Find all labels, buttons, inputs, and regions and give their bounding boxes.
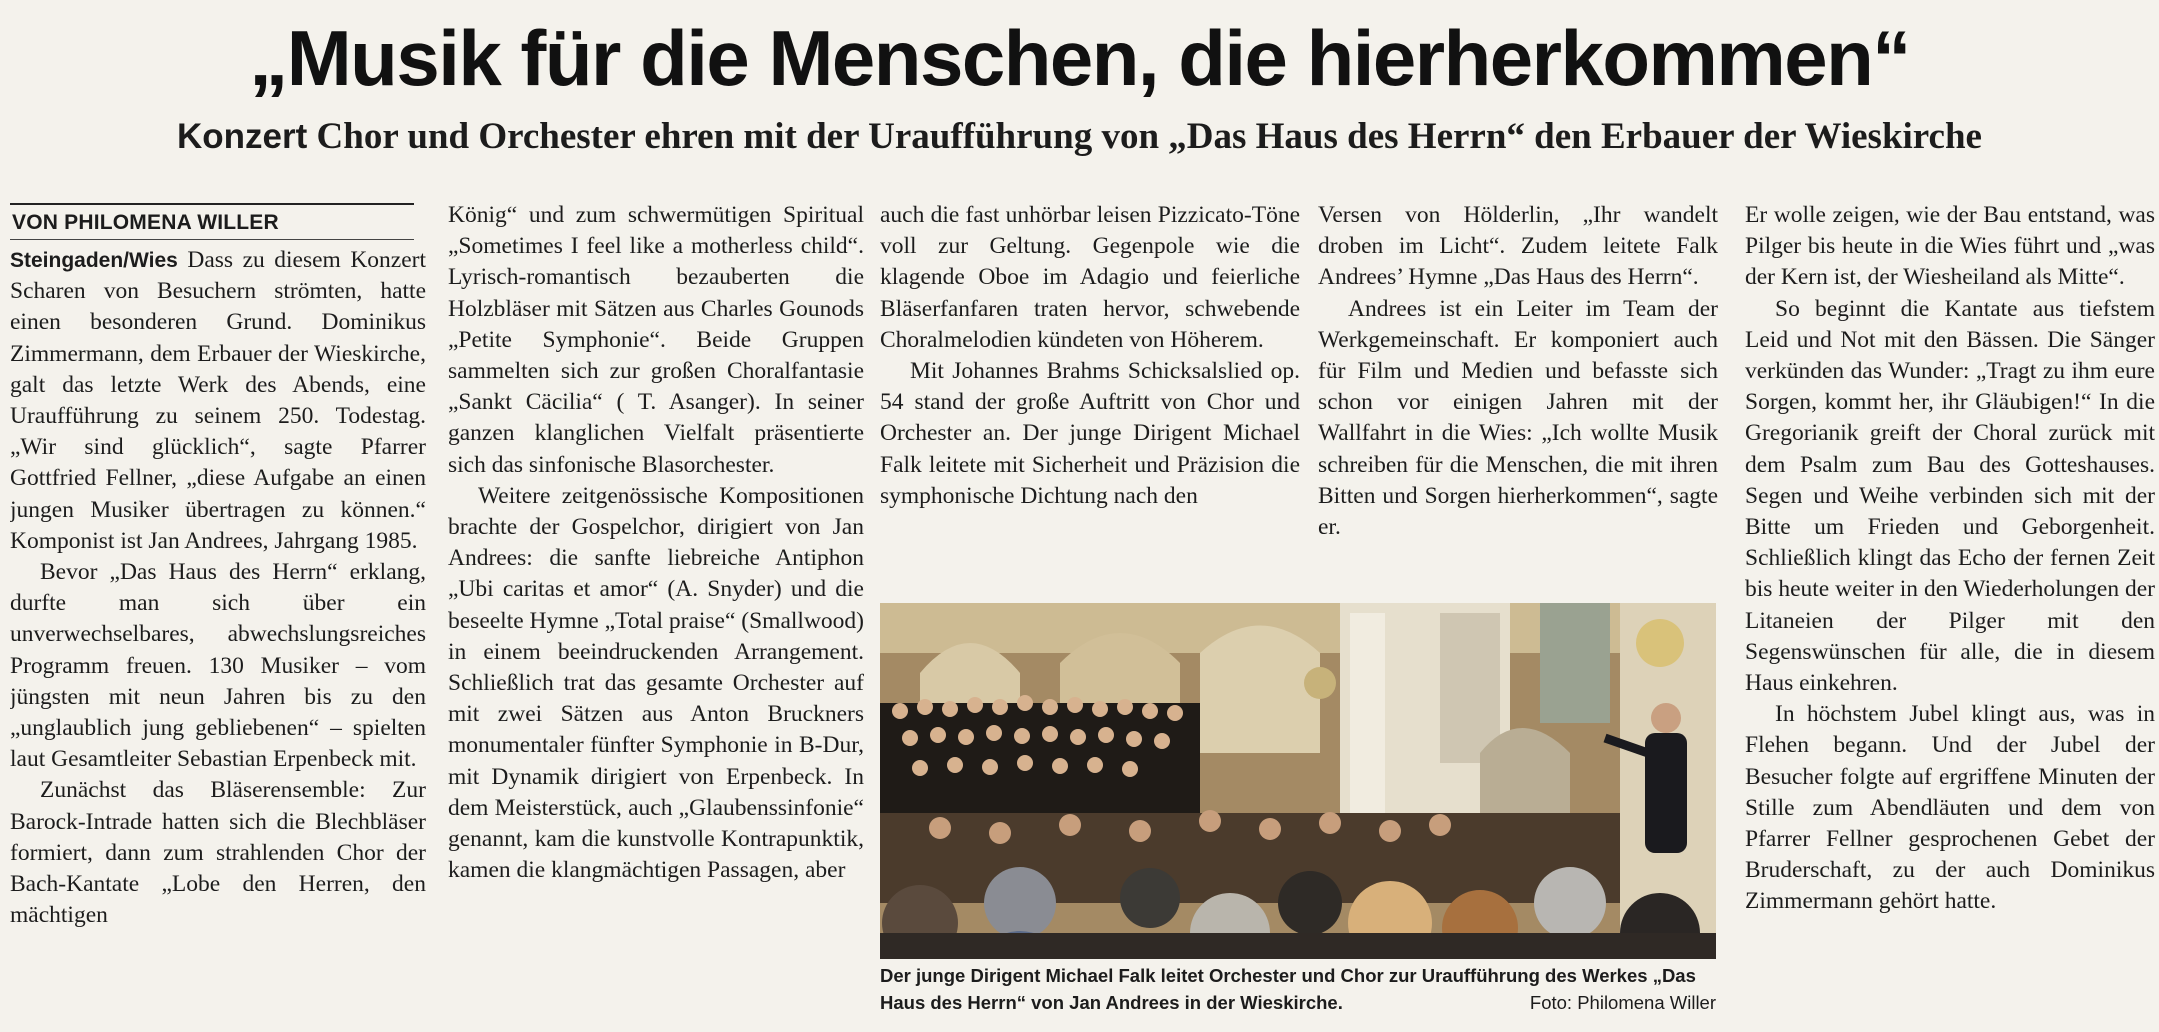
- paragraph-text: Andrees ist ein Leiter im Team der Werkgemeinschaft. Er komponiert auch für Film und Medien und befasste sich schon vor einigen Jahren mit der Wallfahrt in die Wies: „Ich wollte Musik schreiben für die Menschen, die mit ihren Bitten und Sorgen hierherkommen“, sagte er.: [1318, 295, 1718, 541]
- concert-photo-illustration: [880, 603, 1716, 959]
- paragraph: [1745, 699, 2155, 917]
- article-column-1: [10, 245, 426, 1030]
- paragraph: [448, 481, 864, 887]
- byline: VON PHILOMENA WILLER: [10, 203, 414, 240]
- paragraph-text: Bevor „Das Haus des Herrn“ erklang, durfte man sich über ein unverwechselbares, abwechslungsreiches Programm freuen. 130 Musiker – vom jüngsten mit neun Jahren bis zu den „unglaublich jung gebliebenen“ – spielten laut Gesamtleiter Sebastian Erpenbeck mit.: [10, 559, 426, 773]
- paragraph-text: Weitere zeitgenössische Kompositionen brachte der Gospelchor, dirigiert von Jan Andrees: die sanfte liebreiche Antiphon „Ubi caritas et amor“ (A. Snyder) und die beseelte Hymne „Total praise“ (Smallwood) in einem beeindruckenden Arrangement. Schließlich trat das gesamte Orchester auf mit zwei Sätzen aus Anton Bruckners monumentaler fünfter Symphonie in B-Dur, mit Dynamik dirigiert von Erpenbeck. In dem Meisterstück, auch „Glaubenssinfonie“ genannt, kam die kunstvolle Kontrapunktik, kamen die klangmächtigen Passagen, aber: [448, 482, 864, 884]
- article-column-3: [880, 200, 1300, 570]
- photo-credit: Foto: Philomena Willer: [1529, 992, 1716, 1013]
- article-column-5: [1745, 200, 2155, 1030]
- paragraph: [448, 200, 864, 481]
- paragraph: [1318, 294, 1718, 544]
- concert-photo: [880, 603, 1716, 959]
- paragraph-text: Dass zu diesem Konzert Scharen von Besuchern strömten, hatte einen besonderen Grund. Dominikus Zimmermann, dem Erbauer der Wieskirche, galt das letzte Werk des Abends, eine Uraufführung zu seinem 250. Todestag. „Wir sind glücklich“, sagte Pfarrer Gottfried Fellner, „diese Aufgabe an einen jungen Musiker übertragen zu können.“ Komponist ist Jan Andrees, Jahrgang 1985.: [10, 247, 426, 554]
- paragraph: [10, 557, 426, 775]
- paragraph: [880, 200, 1300, 356]
- dateline: Steingaden/Wies: [10, 249, 178, 272]
- paragraph: [10, 775, 426, 931]
- paragraph-text: Versen von Hölderlin, „Ihr wandelt droben im Licht“. Zudem leitete Falk Andrees’ Hymne „Das Haus des Herrn“.: [1318, 202, 1718, 291]
- paragraph-text: Er wolle zeigen, wie der Bau entstand, was Pilger bis heute in die Wies führt und „was der Kern ist, der Wiesheiland als Mitte“.: [1745, 202, 2155, 291]
- headline: „Musik für die Menschen, die hierherkommen“: [249, 14, 1910, 102]
- paragraph: [880, 356, 1300, 512]
- article-column-2: [448, 200, 864, 1030]
- caption-text: Der junge Dirigent Michael Falk leitet Orchester und Chor zur Uraufführung des Werkes „Das Haus des Herrn“ von Jan Andrees in der Wieskirche.: [880, 965, 1696, 1013]
- paragraph-text: In höchstem Jubel klingt aus, was in Flehen begann. Und der Jubel der Besucher folgte auf ergriffene Minuten der Stille zum Abendläuten und dem von Pfarrer Fellner gesprochenen Gebet der Bruderschaft, zu der auch Dominikus Zimmermann gehört hatte.: [1745, 701, 2155, 915]
- kicker: Konzert: [177, 117, 308, 156]
- paragraph-text: Mit Johannes Brahms Schicksalslied op. 54 stand der große Auftritt von Chor und Orchester an. Der junge Dirigent Michael Falk leitete mit Sicherheit und Präzision die symphonische Dichtung nach den: [880, 358, 1300, 509]
- article-column-4: [1318, 200, 1718, 570]
- paragraph-text: auch die fast unhörbar leisen Pizzicato-Töne voll zur Geltung. Gegenpole wie die klagende Oboe im Adagio und feierliche Bläserfanfaren traten hervor, schwebende Choralmelodien kündeten von Höherem.: [880, 202, 1300, 353]
- paragraph-text: So beginnt die Kantate aus tiefstem Leid und Not mit den Bässen. Die Sänger verkünden das Wunder: „Tragt zu ihm eure Sorgen, kommt her, ihr Gläubigen!“ In die Gregorianik greift der Choral zurück mit dem Psalm zum Bau des Gotteshauses. Segen und Weihe verbinden sich mit der Bitte um Frieden und Geborgenheit. Schließlich klingt das Echo der fernen Zeit bis heute weiter in den Wiederholungen der Litaneien der Pilger mit den Segenswünschen für alle, die in diesem Haus einkehren.: [1745, 295, 2155, 697]
- paragraph: [1745, 200, 2155, 294]
- paragraph: [1318, 200, 1718, 294]
- photo-caption: [880, 962, 1716, 1016]
- subhead-text: Chor und Orchester ehren mit der Uraufführung von „Das Haus des Herrn“ den Erbauer der Wieskirche: [316, 116, 1982, 157]
- paragraph: [1745, 294, 2155, 700]
- paragraph-text: König“ und zum schwermütigen Spiritual „Sometimes I feel like a motherless child“. Lyrisch-romantisch bezauberten die Holzbläser mit Sätzen aus Charles Gounods „Petite Symphonie“. Beide Gruppen sammelten sich zur großen Choralfantasie „Sankt Cäcilia“ ( T. Asanger). In seiner ganzen klanglichen Vielfalt präsentierte sich das sinfonische Blasorchester.: [448, 202, 864, 478]
- paragraph-text: Zunächst das Bläserensemble: Zur Barock-Intrade hatten sich die Blechbläser formiert, dann zum strahlenden Chor der Bach-Kantate „Lobe den Herren, den mächtigen: [10, 777, 426, 929]
- paragraph: [10, 245, 426, 557]
- subheadline: [0, 112, 2159, 162]
